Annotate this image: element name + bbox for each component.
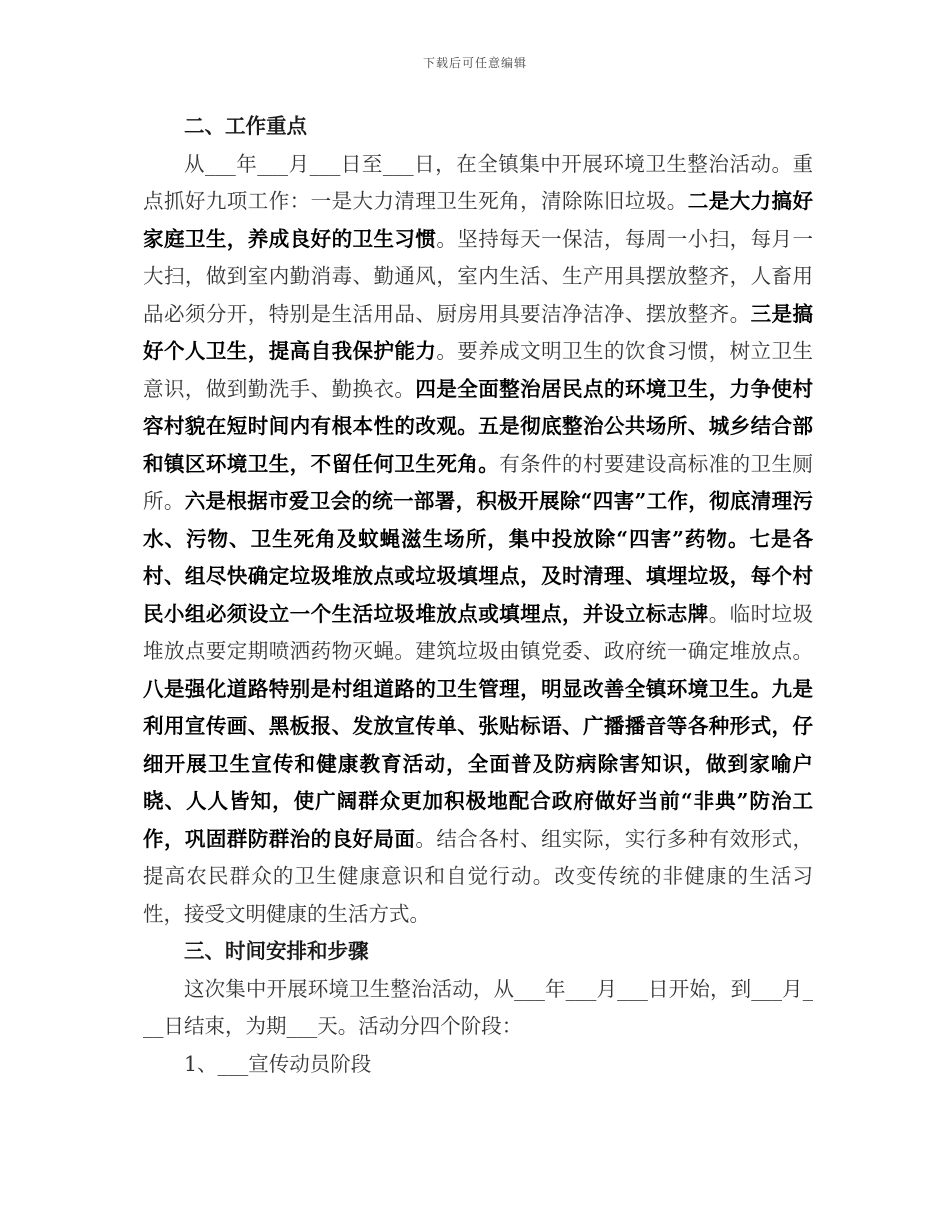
text-run-bold: 四是全面整治居民点的环境卫生，力争使村容村貌在短时间内有根本性的改观。五是彻底整治公共场所、城乡结合部和镇区环境卫生，不留任何卫生死角。 <box>143 376 814 476</box>
page-header-note: 下载后可任意编辑 <box>422 56 527 70</box>
text-run-bold: 三是搞好个人卫生，提高自我保护能力 <box>143 301 814 363</box>
document-body <box>143 108 813 1083</box>
text-run: 。结合各村、组实际，实行多种有效形式，提高农民群众的卫生健康意识和自觉行动。改变传统的非健康的生活习性，接受文明健康的生活方式。 <box>143 826 814 926</box>
schedule-item-1: 1、___宣传动员阶段 <box>184 1051 372 1076</box>
section-heading-schedule: 三、时间安排和步骤 <box>184 939 369 963</box>
text-run-bold: 八是强化道路特别是村组道路的卫生管理，明显改善全镇环境卫生。九是利用宣传画、黑板报、发放宣传单、张贴标语、广播播音等各种形式，仔细开展卫生宣传和健康教育活动，全面普及防病除害知识，做到家喻户晓、人人皆知，使广阔群众更加积极地配合政府做好当前“非典”防治工作，巩固群防群治的良好局面 <box>143 676 813 851</box>
text-run: 从___年___月___日至___日，在全镇集中开展环境卫生整治活动。重点抓好九项工作：一是大力清理卫生死角，清除陈旧垃圾。 <box>143 151 813 213</box>
text-run: 有条件的村要建设高标准的卫生厕所。 <box>143 451 814 513</box>
schedule-paragraph: 这次集中开展环境卫生整治活动，从___年___月___日开始，到___月___日结束，为期___天。活动分四个阶段： <box>143 976 813 1038</box>
text-run: 。要养成文明卫生的饮食习惯，树立卫生意识，做到勤洗手、勤换衣。 <box>143 339 814 401</box>
section-heading-work-focus: 二、工作重点 <box>184 114 307 138</box>
text-run: 。坚持每天一保洁，每周一小扫，每月一大扫，做到室内勤消毒、勤通风，室内生活、生产用具摆放整齐，人畜用品必须分开，特别是生活用品、厨房用具要洁净洁净、摆放整齐。 <box>143 226 814 326</box>
text-run-bold: 六是根据市爱卫会的统一部署，积极开展除“四害”工作，彻底清理污水、污物、卫生死角及蚊蝇滋生场所，集中投放除“四害”药物。七是各村、组尽快确定垃圾堆放点或垃圾填埋点，及时清理、填埋垃圾，每个村民小组必须设立一个生活垃圾堆放点或填埋点，并设立标志牌 <box>143 489 813 626</box>
text-run-bold: 二是大力搞好家庭卫生，养成良好的卫生习惯 <box>143 189 814 251</box>
text-run: 。临时垃圾堆放点要定期喷洒药物灭蝇。建筑垃圾由镇党委、政府统一确定堆放点。 <box>143 601 814 663</box>
work-focus-paragraph <box>143 146 813 934</box>
